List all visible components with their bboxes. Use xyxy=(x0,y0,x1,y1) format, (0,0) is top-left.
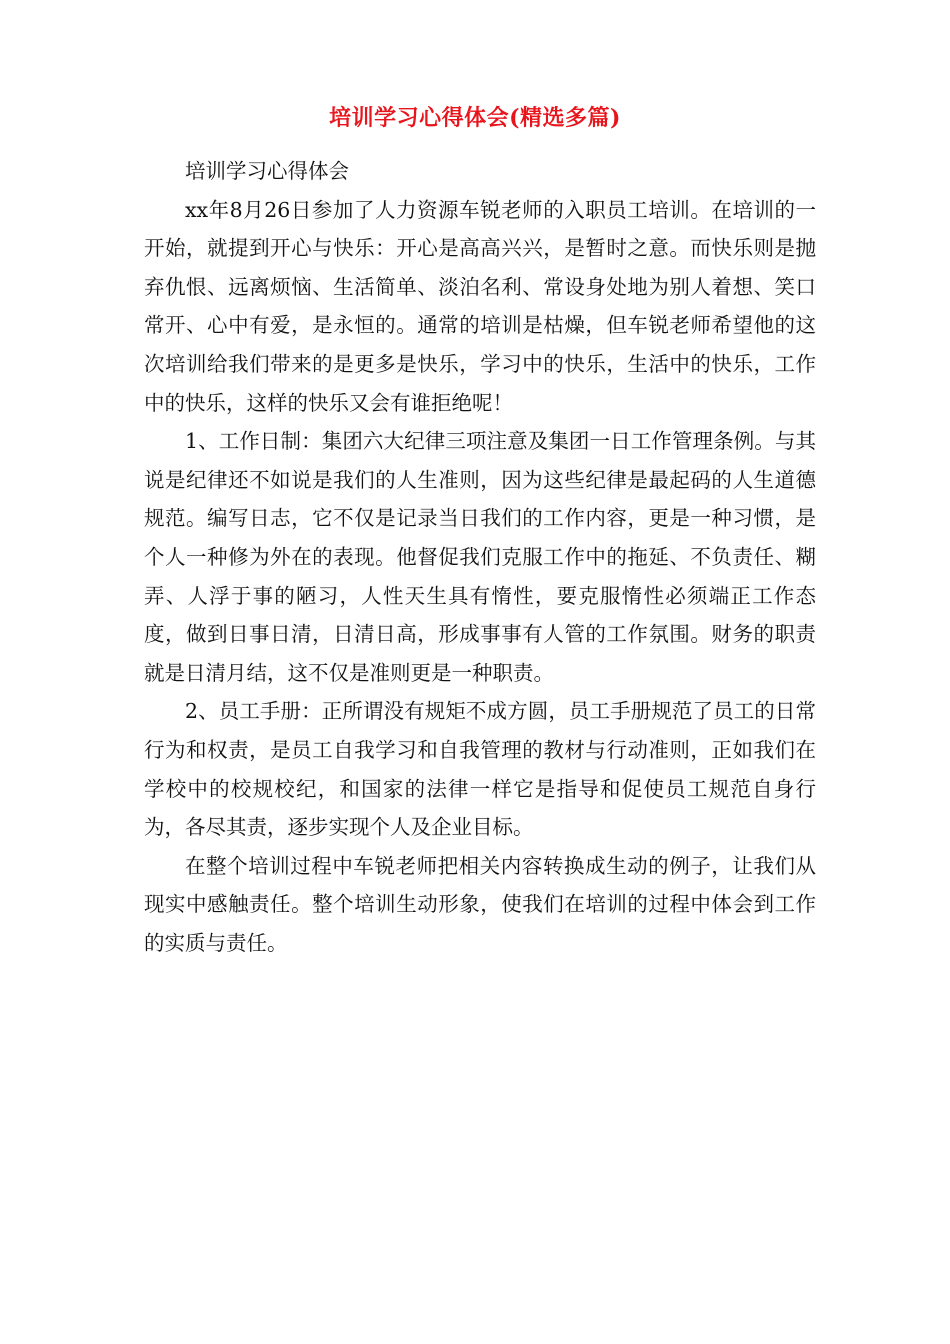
paragraph-conclusion: 在整个培训过程中车锐老师把相关内容转换成生动的例子，让我们从现实中感触责任。整个培训生动形象，使我们在培训的过程中体会到工作的实质与责任。 xyxy=(144,853,816,955)
paragraph-intro: xx年8月26日参加了人力资源车锐老师的入职员工培训。在培训的一开始，就提到开心与快乐：开心是高高兴兴，是暂时之意。而快乐则是抛弃仇恨、远离烦恼、生活简单、淡泊名利、常设身处地为别人着想、笑口常开、心中有爱，是永恒的。通常的培训是枯燥，但车锐老师希望他的这次培训给我们带来的是更多是快乐，学习中的快乐，生活中的快乐，工作中的快乐，这样的快乐又会有谁拒绝呢！ xyxy=(144,197,816,415)
paragraph-work-daily: 1、工作日制：集团六大纪律三项注意及集团一日工作管理条例。与其说是纪律还不如说是我们的人生准则，因为这些纪律是最起码的人生道德规范。编写日志，它不仅是记录当日我们的工作内容，更是一种习惯，是个人一种修为外在的表现。他督促我们克服工作中的拖延、不负责任、糊弄、人浮于事的陋习，人性天生具有惰性，要克服惰性必须端正工作态度，做到日事日清，日清日高，形成事事有人管的工作氛围。财务的职责就是日清月结，这不仅是准则更是一种职责。 xyxy=(144,429,816,685)
paragraph-employee-handbook: 2、员工手册：正所谓没有规矩不成方圆，员工手册规范了员工的日常行为和权责，是员工自我学习和自我管理的教材与行动准则，正如我们在学校中的校规校纪，和国家的法律一样它是指导和促使员工规范自身行为，各尽其责，逐步实现个人及企业目标。 xyxy=(144,699,816,840)
document-title: 培训学习心得体会(精选多篇) xyxy=(329,105,621,131)
paragraph-subtitle: 培训学习心得体会 xyxy=(185,159,349,183)
document-body xyxy=(144,152,816,962)
